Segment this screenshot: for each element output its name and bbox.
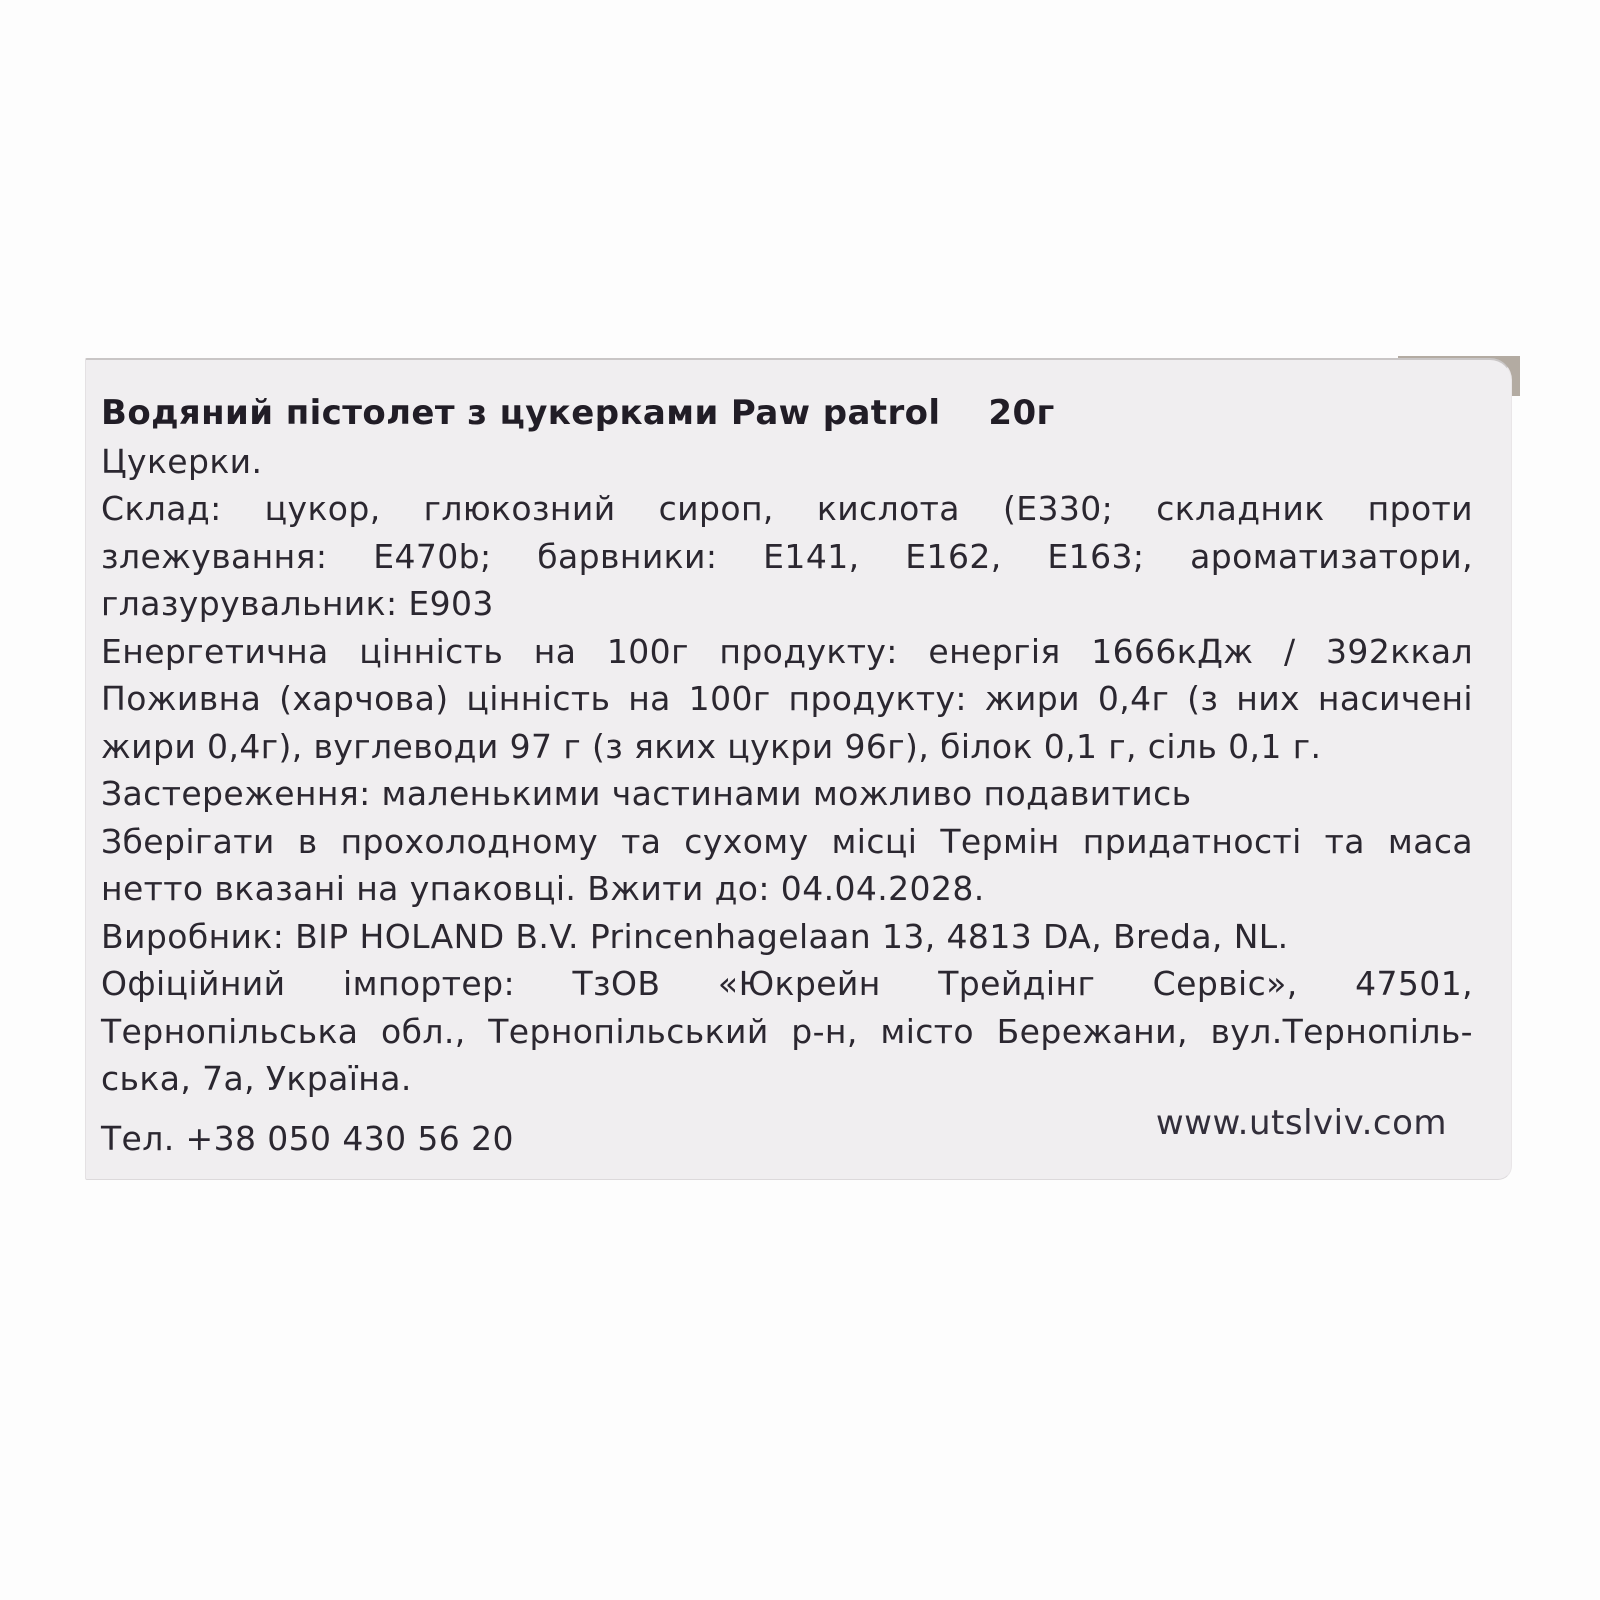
- ingredients-line-3: глазурувальник: Е903: [101, 584, 494, 623]
- warning-line: Застереження: маленькими частинами можливо подавитись: [101, 774, 1192, 813]
- nutrition-line-2: жири 0,4г), вуглеводи 97 г (з яких цукри 96г), білок 0,1 г, сіль 0,1 г.: [101, 726, 1322, 766]
- manufacturer-line: Виробник: BIP HOLAND B.V. Princenhagelaan 13, 4813 DA, Breda, NL.: [101, 916, 1289, 956]
- product-name: Водяний пістолет з цукерками Paw patrol: [101, 393, 941, 433]
- label-text-block: [101, 390, 1473, 1162]
- net-weight: 20г: [988, 393, 1055, 433]
- website-url: www.utslviv.com: [1155, 1103, 1447, 1143]
- importer-line-2: Тернопільська обл., Тернопільський р-н, місто Бережани, вул.Тернопіль-: [101, 1011, 1473, 1051]
- product-type-line: Цукерки.: [101, 441, 263, 481]
- ingredients-line-1: Склад: цукор, глюкозний сироп, кислота (Е330; складник проти: [101, 489, 1473, 528]
- product-title: [101, 390, 1473, 438]
- nutrition-line-1: Поживна (харчова) цінність на 100г продукту: жири 0,4г (з них насичені: [101, 679, 1473, 718]
- product-label: [85, 358, 1512, 1180]
- storage-line-1: Зберігати в прохолодному та сухому місці Термін придатності та маса: [101, 821, 1473, 861]
- importer-line-1: Офіційний імпортер: ТзОВ «Юкрейн Трейдінг Сервіс», 47501,: [101, 964, 1473, 1003]
- storage-line-2: нетто вказані на упаковці. Вжити до: 04.04.2028.: [101, 869, 985, 908]
- energy-value-line: Енергетична цінність на 100г продукту: енергія 1666кДж / 392ккал: [101, 631, 1473, 671]
- phone-number: Тел. +38 050 430 56 20: [101, 1118, 514, 1158]
- ingredients-line-2: злежування: Е470b; барвники: Е141, Е162, Е163; ароматизатори,: [101, 536, 1473, 576]
- importer-line-3: ська, 7а, Україна.: [101, 1059, 412, 1098]
